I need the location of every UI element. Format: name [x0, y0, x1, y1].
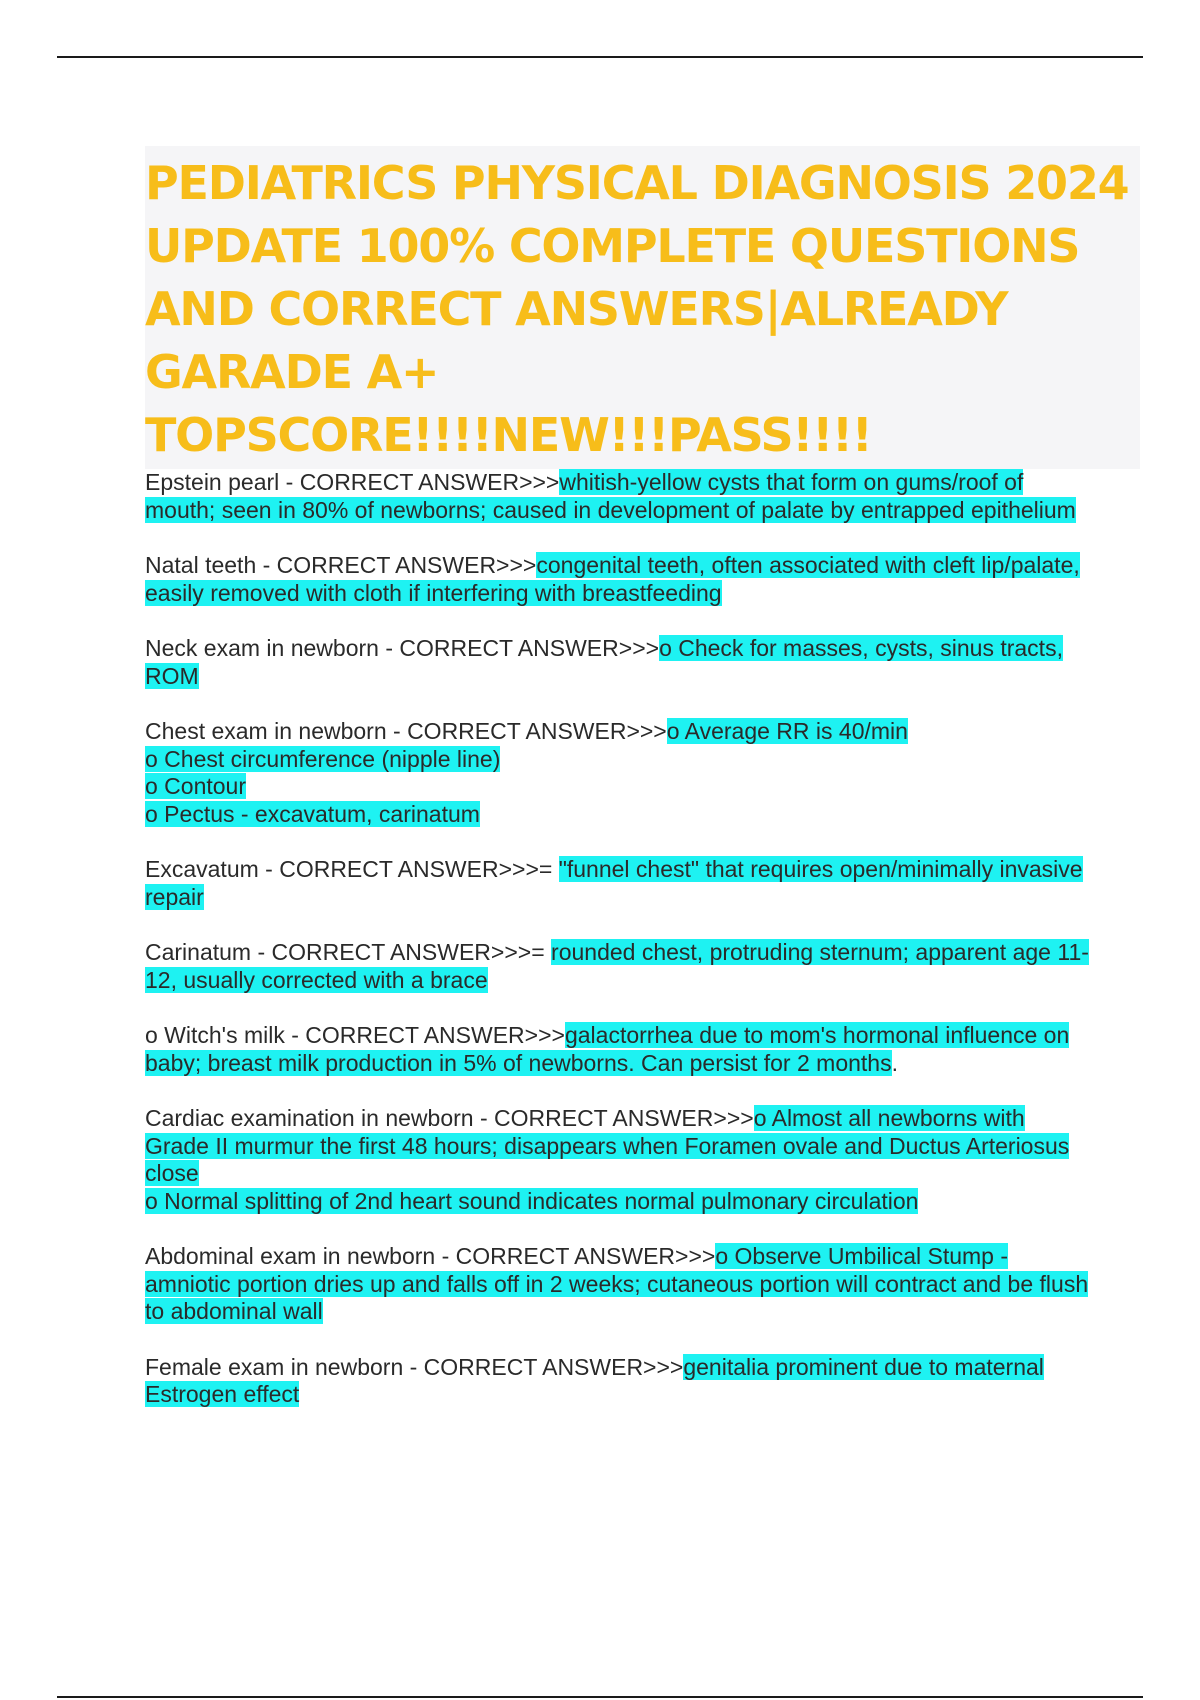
qa-answer: o Check for masses, cysts, sinus tracts, ROM: [145, 635, 1063, 689]
qa-prompt: Natal teeth - CORRECT ANSWER>>>: [145, 552, 537, 578]
qa-item-female-exam: [145, 1354, 1090, 1409]
qa-item-abdominal-exam: [145, 1243, 1090, 1326]
top-rule: [57, 56, 1143, 58]
qa-item-natal-teeth: [145, 552, 1090, 607]
page-content: [145, 146, 1129, 1437]
qa-prompt: Abdominal exam in newborn - CORRECT ANSWER>>>: [145, 1243, 716, 1269]
qa-item-excavatum: [145, 856, 1090, 911]
title-block: [145, 146, 1140, 469]
qa-item-witchs-milk: [145, 1022, 1090, 1077]
qa-answer: o Almost all newborns with Grade II murmur the first 48 hours; disappears when Foramen ovale and Ductus Arteriosus close o Normal splitting of 2nd heart sound indicates normal pulmonary circulation: [145, 1105, 1070, 1214]
qa-answer: congenital teeth, often associated with cleft lip/palate, easily removed with cloth if interfering with breastfeeding: [145, 552, 1080, 606]
qa-list: [145, 469, 1095, 1409]
qa-item-cardiac-exam: [145, 1105, 1090, 1215]
qa-item-chest-exam: [145, 718, 1090, 828]
qa-prompt: o Witch's milk - CORRECT ANSWER>>>: [145, 1022, 565, 1048]
qa-item-neck-exam: [145, 635, 1090, 690]
document-title: PEDIATRICS PHYSICAL DIAGNOSIS 2024 UPDATE 100% COMPLETE QUESTIONS AND CORRECT ANSWERS|ALREADY GARADE A+ TOPSCORE!!!!NEW!!!PASS!!!!: [145, 156, 1129, 462]
qa-prompt: Chest exam in newborn - CORRECT ANSWER>>>: [145, 718, 667, 744]
qa-prompt: Female exam in newborn - CORRECT ANSWER>>>: [145, 1353, 684, 1380]
qa-answer: whitish-yellow cysts that form on gums/roof of mouth; seen in 80% of newborns; caused in development of palate by entrapped epithelium: [145, 469, 1076, 523]
qa-prompt: Cardiac examination in newborn - CORRECT ANSWER>>>: [145, 1105, 754, 1131]
qa-trailing-punctuation: .: [891, 1049, 898, 1076]
qa-prompt: Neck exam in newborn - CORRECT ANSWER>>>: [145, 635, 660, 661]
qa-item-carinatum: [145, 939, 1090, 994]
qa-answer: rounded chest, protruding sternum; apparent age 11-12, usually corrected with a brace: [145, 939, 1089, 993]
qa-prompt: Carinatum - CORRECT ANSWER>>>=: [145, 939, 552, 965]
qa-answer: genitalia prominent due to maternal Estrogen effect: [145, 1353, 1044, 1407]
qa-answer: o Observe Umbilical Stump - amniotic portion dries up and falls off in 2 weeks; cutaneous portion will contract and be flush to abdominal wall: [145, 1243, 1089, 1324]
qa-prompt: Epstein pearl - CORRECT ANSWER>>>: [145, 469, 560, 495]
qa-prompt: Excavatum - CORRECT ANSWER>>>=: [145, 856, 559, 882]
qa-item-epstein-pearl: [145, 469, 1090, 524]
qa-answer: galactorrhea due to mom's hormonal influence on baby; breast milk production in 5% of newborns. Can persist for 2 months: [145, 1022, 1070, 1076]
bottom-rule: [57, 1696, 1143, 1698]
qa-answer: "funnel chest" that requires open/minimally invasive repair: [145, 856, 1083, 910]
qa-answer: o Average RR is 40/min o Chest circumference (nipple line) o Contour o Pectus - excavatum, carinatum: [145, 718, 908, 827]
